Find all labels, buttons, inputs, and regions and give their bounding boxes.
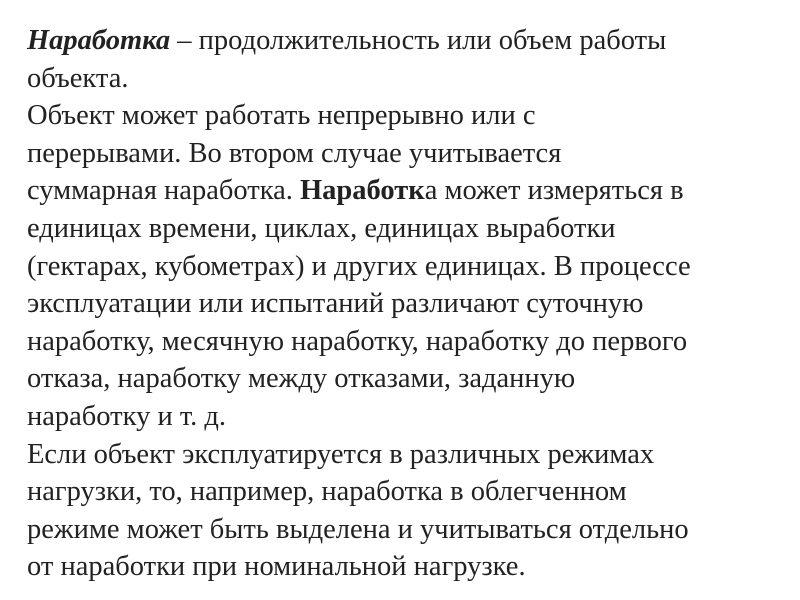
paragraph1-line-4: единицах времени, циклах, единицах выработки [27, 212, 616, 244]
definition-line-2: объекта. [27, 62, 129, 94]
definition-text: – продолжительность или объем работы [170, 25, 667, 56]
paragraph1-line-7: наработку, месячную наработку, наработку до первого [27, 325, 688, 357]
paragraph1-line-1: Объект может работать непрерывно или с [27, 100, 536, 132]
defined-term: Наработка [27, 25, 171, 56]
paragraph1-line-8: отказа, наработку между отказами, заданную [27, 363, 576, 395]
paragraph2-line-3: режиме может быть выделена и учитываться отдельно [27, 513, 689, 545]
paragraph1-line-3 [27, 172, 767, 210]
paragraph1-line-5: (гектарах, кубометрах) и других единицах. В процессе [27, 250, 691, 282]
text-block [27, 22, 767, 586]
paragraph2-line-4: от наработки при номинальной нагрузке. [27, 551, 526, 583]
paragraph2-line-2: нагрузки, то, например, наработка в облегченном [27, 476, 627, 508]
paragraph2-line-1: Если объект эксплуатируется в различных режимах [27, 438, 655, 470]
paragraph1-line-9: наработку и т. д. [27, 400, 227, 432]
definition-line-1 [27, 22, 767, 60]
paragraph1-line-3-prefix: суммарная наработка. [27, 175, 301, 207]
bold-term: Наработк [300, 175, 425, 207]
paragraph1-line-6: эксплуатации или испытаний различают суточную [27, 288, 644, 320]
paragraph1-line-3-suffix: а может измеряться в [424, 175, 684, 207]
paragraph1-line-2: перерывами. Во втором случае учитывается [27, 137, 562, 169]
